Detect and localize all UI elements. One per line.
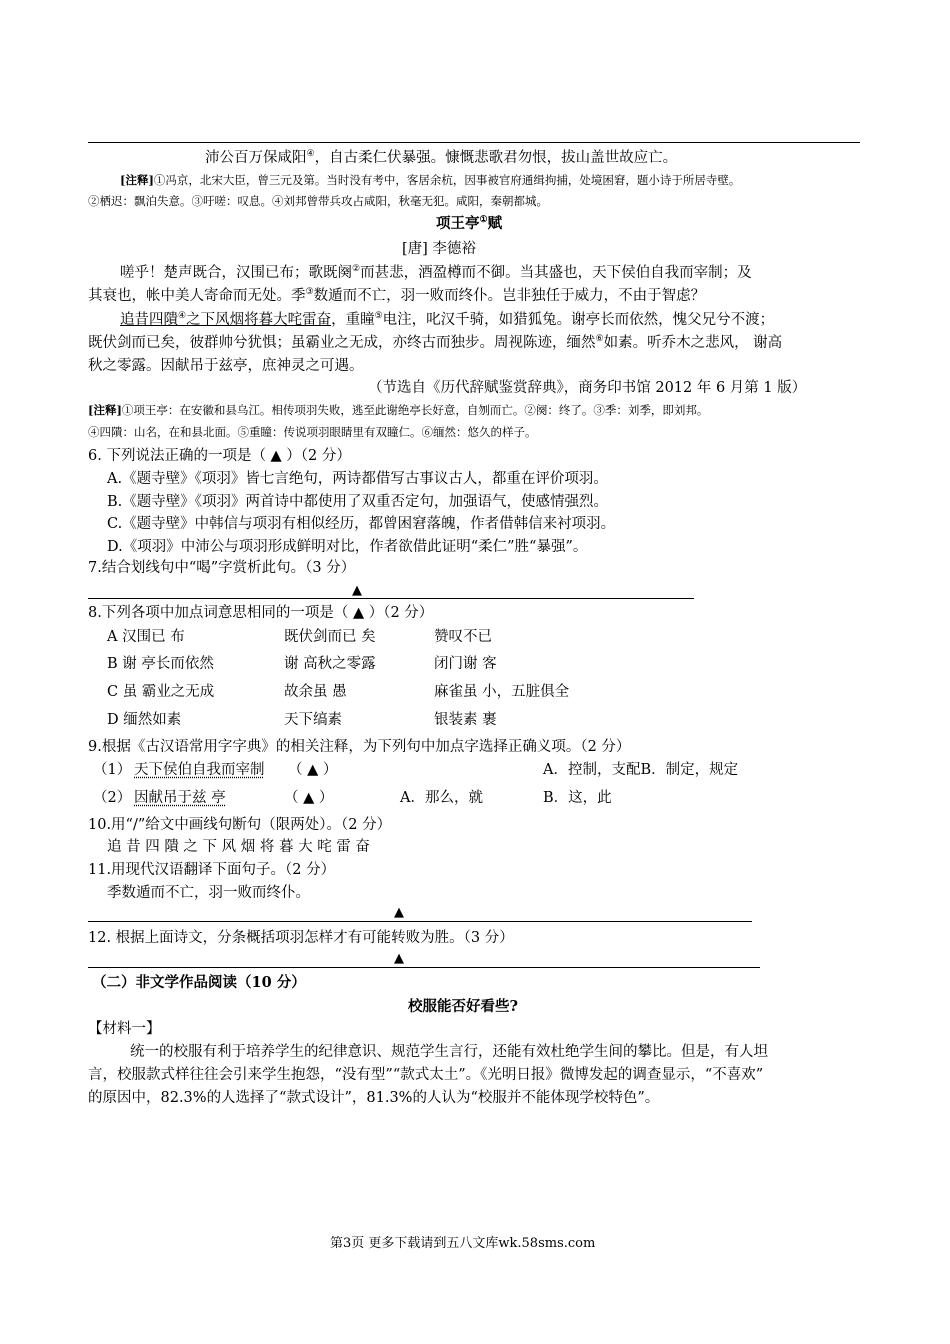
fu-note-line-1: [注释]①项王亭：在安徽和县乌江。相传项羽失败，逃至此谢绝亭长好意，自刎而亡。②阕：终了。③季：刘季，即刘邦。 xyxy=(88,403,709,417)
q8-row-a-3: 赞叹不已 xyxy=(434,629,492,645)
q8-row-a-1: A 汉围已 布 xyxy=(107,629,185,645)
q9-r1-num: （1） xyxy=(93,762,132,778)
q11-answer-line[interactable] xyxy=(88,921,752,922)
q10-chars: 追 昔 四 隤 之 下 风 烟 将 暮 大 咤 雷 奋 xyxy=(107,839,370,855)
q9-r1-blank[interactable]: （ ▲ ） xyxy=(288,762,338,778)
poem-note-line-1: [注释]①冯京，北宋大臣，曾三元及第。当时没有考中，客居余杭，因事被官府通缉拘捕，处境困窘，题小诗于所居寺壁。 xyxy=(120,173,741,187)
page-footer: 第3页 更多下载请到五八文库wk.58sms.com xyxy=(330,1236,596,1251)
q7-answer-mark: ▲ xyxy=(352,583,362,598)
q7-answer-line[interactable] xyxy=(88,598,694,599)
fu-author: [唐] 李德裕 xyxy=(402,241,476,257)
fu-p2-line2: 既伏剑而已矣，彼群帅兮犹惧；虽霸业之无成，亦终古而独步。周视陈迹，缅然⑥如素。听乔木之悲风， 谢高 xyxy=(88,334,783,351)
material-line-1: 统一的校服有利于培养学生的纪律意识、规范学生言行，还能有效杜绝学生间的攀比。但是，有人坦 xyxy=(130,1044,768,1060)
q8-row-b-3: 闭门谢 客 xyxy=(434,656,497,672)
material-label: 【材料一】 xyxy=(88,1021,161,1037)
q10-stem: 10.用“/”给文中画线句断句（限两处）。（2 分） xyxy=(88,817,392,833)
q8-row-b-2: 谢 高秋之零露 xyxy=(284,656,376,672)
fu-p2-line3: 秋之零露。因献吊于兹亭，庶神灵之可遇。 xyxy=(88,358,364,374)
q6-option-a: A.《题寺壁》《项羽》皆七言绝句，两诗都借写古事议古人，都重在评价项羽。 xyxy=(107,471,608,487)
fu-p2-line1: 追昔四隤④之下风烟将暮大咤雷奋，重瞳⑤电注，叱汉千骑，如猎狐兔。谢亭长而依然，愧父兄兮不渡； xyxy=(120,311,775,328)
q9-r1-options: A．控制，支配B．制定，规定 xyxy=(543,762,739,778)
q8-row-b-1: B 谢 亭长而依然 xyxy=(107,656,214,672)
q12-answer-line[interactable] xyxy=(88,967,760,968)
q8-row-d-1: D 缅然如素 xyxy=(107,712,182,728)
q9-r2-blank[interactable]: （ ▲ ） xyxy=(284,790,334,806)
q12-answer-mark: ▲ xyxy=(394,951,404,966)
fu-p1-line1: 嗟乎！楚声既合，汉围已布；歌既阕②而甚悲，酒盈樽而不御。当其盛也，天下侯伯自我而宰制；及 xyxy=(120,264,752,281)
q11-stem: 11.用现代汉语翻译下面句子。（2 分） xyxy=(88,862,336,878)
q6-option-c: C.《题寺壁》中韩信与项羽有相似经历，都曾困窘落魄，作者借韩信来衬项羽。 xyxy=(107,516,616,532)
poem-note-line-2: ②栖迟：飘泊失意。③吁嗟：叹息。④刘邦曾带兵攻占咸阳，秋毫无犯。咸阳，秦朝都城。 xyxy=(88,194,548,208)
q9-r1-text: 天下侯伯自我而宰制 xyxy=(134,762,265,778)
q11-answer-mark: ▲ xyxy=(394,905,404,920)
top-rule xyxy=(88,142,860,143)
article-title: 校服能否好看些? xyxy=(408,998,518,1015)
q8-row-c-1: C 虽 霸业之无成 xyxy=(107,684,215,700)
q6-stem: 6. 下列说法正确的一项是（ ▲ ）（2 分） xyxy=(88,448,351,464)
q6-option-b: B.《题寺壁》《项羽》两首诗中都使用了双重否定句，加强语气，使感情强烈。 xyxy=(107,494,609,510)
material-line-2: 言，校服款式样往往会引来学生抱怨，“没有型”“款式太土”。《光明日报》微博发起的调查显示，“不喜欢” xyxy=(88,1067,764,1083)
section-heading: （二）非文学作品阅读（10 分） xyxy=(92,974,306,991)
q9-stem: 9.根据《古汉语常用字字典》的相关注释，为下列句中加点字选择正确义项。（2 分） xyxy=(88,739,631,755)
q6-option-d: D.《项羽》中沛公与项羽形成鲜明对比，作者欲借此证明“柔仁”胜“暴强”。 xyxy=(107,539,588,555)
fu-title: 项王亭①赋 xyxy=(436,215,503,232)
q8-row-c-3: 麻雀虽 小，五脏俱全 xyxy=(434,684,570,700)
fu-note-line-2: ④四隤：山名，在和县北面。⑤重瞳：传说项羽眼睛里有双瞳仁。⑥缅然：悠久的样子。 xyxy=(88,425,537,439)
material-line-3: 的原因中，82.3%的人选择了“款式设计”，81.3%的人认为“校服并不能体现学校特色”。 xyxy=(88,1090,660,1106)
q9-r2-text: 因献吊于兹 亭 xyxy=(134,790,226,806)
q11-sentence: 季数遁而不亡，羽一败而终仆。 xyxy=(107,885,310,901)
q8-row-a-2: 既伏剑而已 矣 xyxy=(284,629,376,645)
q12-stem: 12. 根据上面诗文，分条概括项羽怎样才有可能转败为胜。（3 分） xyxy=(88,930,514,946)
q9-r2-option-b: B．这，此 xyxy=(543,790,612,806)
fu-p1-line2: 其衰也，帐中美人寄命而无处。季③数遁而不亡，羽一败而终仆。岂非独任于威力，不由于智虑？ xyxy=(88,287,706,304)
underlined-sentence: 追昔四隤④之下风烟将暮大咤雷奋 xyxy=(120,311,332,328)
q8-row-d-2: 天下缟素 xyxy=(284,712,342,728)
poem-last-line: 沛公百万保咸阳④，自古柔仁伏暴强。慷慨悲歌君勿恨，拔山盖世故应亡。 xyxy=(205,149,678,166)
q9-r2-option-a: A．那么，就 xyxy=(400,790,483,806)
q8-row-d-3: 银装素 裹 xyxy=(434,712,497,728)
fu-source: （节选自《历代辞赋鉴赏辞典》，商务印书馆 2012 年 6 月第 1 版） xyxy=(368,380,807,396)
q8-row-c-2: 故余虽 愚 xyxy=(284,684,347,700)
q8-stem: 8.下列各项中加点词意思相同的一项是（ ▲ ）（2 分） xyxy=(88,605,434,621)
q7-stem: 7.结合划线句中“喝”字赏析此句。（3 分） xyxy=(88,560,356,576)
q9-r2-num: （2） xyxy=(93,790,132,806)
